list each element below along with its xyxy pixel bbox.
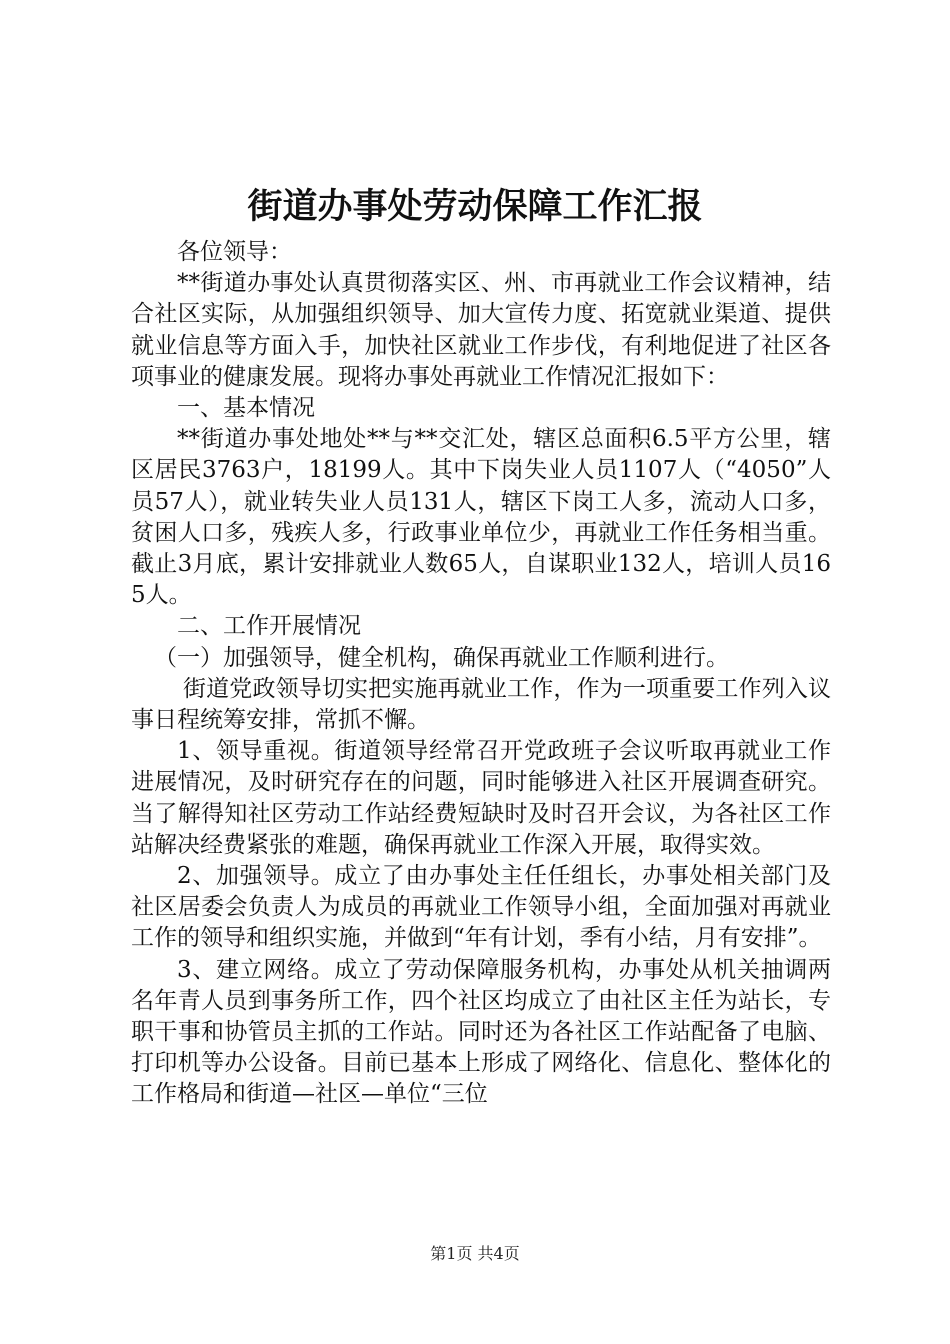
page-number-footer: 第1页 共4页 xyxy=(430,1244,520,1263)
item-paragraph-build-network: 3、建立网络。成立了劳动保障服务机构，办事处从机关抽调两名年青人员到事务所工作，四个社区均成立了由社区主任为站长，专职干事和协管员主抓的工作站。同时还为各社区工作站配备了电脑、打印机等办公设备。目前已基本上形成了网络化、信息化、整体化的工作格局和街道—社区—单位“三位 xyxy=(131,956,831,1108)
section-heading-basic-situation: 一、基本情况 xyxy=(177,395,315,422)
document-body xyxy=(131,237,831,1111)
basic-situation-paragraph: **街道办事处地处**与**交汇处，辖区总面积6.5平方公里，辖区居民3763户，18199人。其中下岗失业人员1107人（“4050”人员57人），就业转失业人员131人，辖区下岗工人多，流动人口多，贫困人口多，残疾人多，行政事业单位少，再就业工作任务相当重。截止3月底，累计安排就业人数65人，自谋职业132人，培训人员165人。 xyxy=(131,426,831,609)
salutation-paragraph: 各位领导： xyxy=(177,239,292,265)
subsection-heading-leadership: （一）加强领导，健全机构，确保再就业工作顺利进行。 xyxy=(154,644,729,671)
item-paragraph-strengthen-leadership: 2、加强领导。成立了由办事处主任任组长，办事处相关部门及社区居委会负责人为成员的再就业工作领导小组，全面加强对再就业工作的领导和组织实施，并做到“年有计划，季有小结，月有安排”。 xyxy=(131,863,831,952)
intro-paragraph: **街道办事处认真贯彻落实区、州、市再就业工作会议精神，结合社区实际，从加强组织领导、加大宣传力度、拓宽就业渠道、提供就业信息等方面入手，加快社区就业工作步伐，有利地促进了社区各项事业的健康发展。现将办事处再就业工作情况汇报如下： xyxy=(131,270,831,390)
section-heading-work-progress: 二、工作开展情况 xyxy=(177,613,361,640)
leadership-paragraph: 街道党政领导切实把实施再就业工作，作为一项重要工作列入议事日程统筹安排，常抓不懈。 xyxy=(131,675,831,734)
document-title: 街道办事处劳动保障工作汇报 xyxy=(247,186,703,227)
item-paragraph-leadership-attention: 1、领导重视。街道领导经常召开党政班子会议听取再就业工作进展情况，及时研究存在的问题，同时能够进入社区开展调查研究。当了解得知社区劳动工作站经费短缺时及时召开会议，为各社区工作站解决经费紧张的难题，确保再就业工作深入开展，取得实效。 xyxy=(131,738,831,858)
